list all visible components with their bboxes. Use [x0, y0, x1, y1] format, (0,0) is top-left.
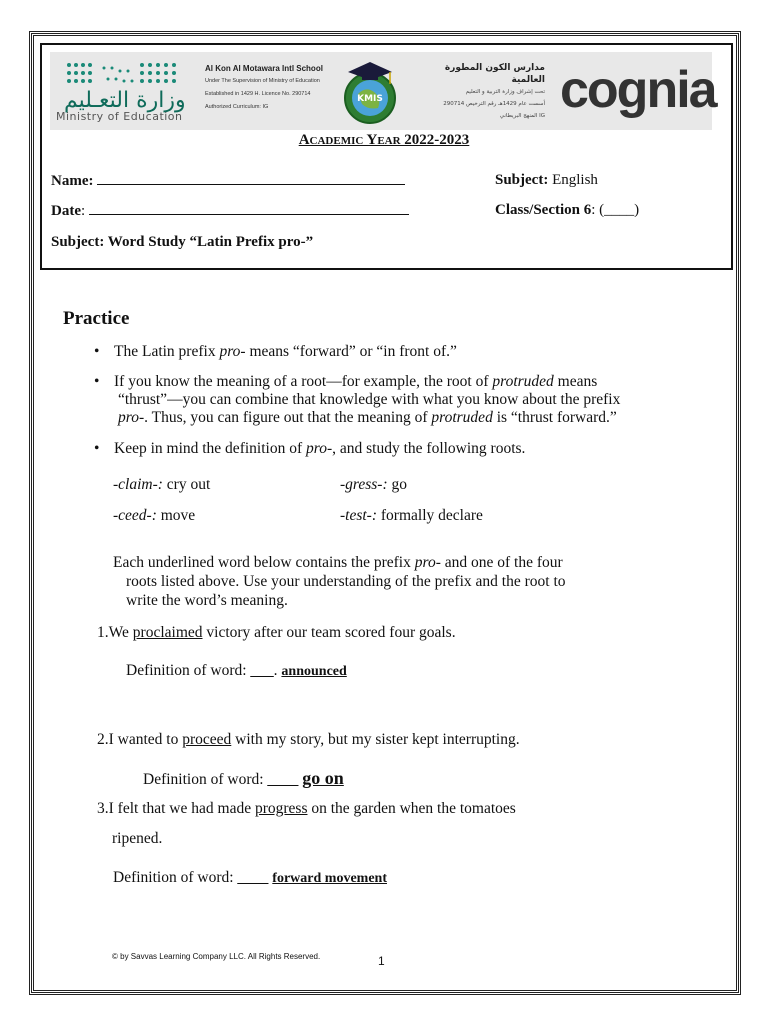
- root-term: -gress-:: [340, 476, 388, 493]
- root-term: -claim-:: [113, 476, 163, 493]
- ministry-name-english: Ministry of Education: [56, 110, 183, 123]
- italic-prefix: pro-: [414, 554, 441, 571]
- school-info-line: Under The Supervision of Ministry of Education: [205, 78, 320, 84]
- question-2: [97, 731, 520, 749]
- separator: .: [273, 662, 282, 679]
- text: Each underlined word below contains the prefix: [113, 554, 415, 571]
- page-number: 1: [378, 954, 385, 968]
- text: I wanted to: [108, 731, 183, 748]
- underlined-word: progress: [254, 800, 308, 817]
- question-1: [97, 624, 456, 642]
- root-meaning: cry out: [162, 476, 211, 493]
- underlined-word: proclaimed: [132, 624, 203, 641]
- ministry-logo-dots: [64, 60, 184, 86]
- italic-word: protruded: [492, 373, 554, 390]
- subject-value: English: [552, 172, 598, 188]
- root-claim: [113, 476, 210, 494]
- definition-3[interactable]: [113, 869, 387, 887]
- cognia-logo: cognia: [560, 61, 716, 119]
- subject-label: Subject:: [495, 172, 549, 188]
- school-name-english: Al Kon Al Motawara Intl School: [205, 64, 323, 73]
- root-term: -ceed-:: [113, 507, 157, 524]
- topic-line: Subject: Word Study “Latin Prefix pro-”: [51, 234, 314, 250]
- subject-field: [495, 172, 598, 189]
- text: is “thrust forward.”: [492, 409, 617, 426]
- root-meaning: move: [156, 507, 196, 524]
- text: victory after our team scored four goals.: [202, 624, 456, 641]
- school-name-arabic: مدارس الكون المطورة العالمية: [444, 63, 545, 85]
- instructions: [113, 553, 673, 610]
- school-info-line: Authorized Curriculum: IG: [205, 104, 269, 110]
- name-blank[interactable]: [97, 172, 405, 185]
- text: Keep in mind the definition of: [114, 440, 306, 457]
- text: I felt that we had made: [108, 800, 255, 817]
- question-number: 1.: [97, 624, 109, 641]
- class-field[interactable]: [495, 202, 639, 219]
- italic-word: protruded: [431, 409, 493, 426]
- answer-text[interactable]: go on: [302, 768, 344, 788]
- date-label: Date: [51, 203, 81, 219]
- date-blank[interactable]: [89, 202, 409, 215]
- root-meaning: go: [387, 476, 408, 493]
- name-label: Name:: [51, 173, 94, 189]
- text: with my story, but my sister kept interrupting.: [231, 731, 520, 748]
- italic-prefix: pro-: [306, 440, 333, 457]
- root-test: [340, 507, 483, 525]
- school-info-arabic: [410, 62, 545, 122]
- text: . Thus, you can figure out that the meaning of: [144, 409, 432, 426]
- text: write the word’s meaning.: [126, 592, 288, 609]
- crest-text: KMIS: [357, 94, 383, 104]
- question-3-cont: ripened.: [112, 830, 163, 847]
- class-value[interactable]: : (____): [591, 202, 640, 218]
- school-info-english: [205, 62, 323, 114]
- text: on the garden when the tomatoes: [307, 800, 516, 817]
- definition-label: Definition of word:: [126, 662, 251, 679]
- date-field[interactable]: Date:: [51, 202, 409, 220]
- school-info-line: Established in 1429 H. Licence No. 290714: [205, 91, 311, 97]
- answer-blank[interactable]: ____: [237, 869, 269, 886]
- answer-blank[interactable]: ___: [250, 662, 274, 679]
- root-ceed: [113, 507, 195, 525]
- school-banner: [50, 52, 716, 130]
- root-gress: [340, 476, 407, 494]
- school-info-line: المنهج البريطاني IG: [499, 113, 545, 119]
- definition-2[interactable]: [143, 768, 344, 789]
- definition-label: Definition of word:: [143, 771, 268, 788]
- name-field[interactable]: [51, 172, 405, 190]
- school-info-line: تحت إشراف وزارة التربية و التعليم: [465, 89, 545, 95]
- practice-heading: Practice: [63, 308, 130, 329]
- text: “thrust”—you can combine that knowledge with what you know about the prefix: [118, 391, 621, 408]
- answer-text[interactable]: announced: [281, 664, 347, 679]
- school-crest-logo: [338, 58, 402, 126]
- question-number: 2.: [97, 731, 109, 748]
- text: and one of the four: [440, 554, 563, 571]
- academic-year-title: Academic Year 2022-2023: [298, 132, 470, 148]
- school-info-line: أسست عام 1429هـ رقم الترخيص 290714: [443, 101, 545, 107]
- underlined-word: proceed: [182, 731, 232, 748]
- text: The Latin prefix: [114, 343, 220, 360]
- text: means “forward” or “in front of.”: [245, 343, 457, 360]
- answer-blank[interactable]: ____: [267, 771, 299, 788]
- text: , and study the following roots.: [332, 440, 526, 457]
- text: roots listed above. Use your understanding of the prefix and the root to: [126, 573, 566, 590]
- definition-label: Definition of word:: [113, 869, 238, 886]
- class-label: Class/Section 6: [495, 202, 592, 218]
- text: If you know the meaning of a root—for example, the root of: [114, 373, 493, 390]
- question-3: [97, 800, 516, 818]
- copyright-footer: © by Savvas Learning Company LLC. All Rights Reserved.: [112, 952, 321, 961]
- ministry-name-arabic: وزارة التعـليم: [64, 88, 186, 113]
- text: means: [553, 373, 598, 390]
- definition-1[interactable]: [126, 662, 347, 680]
- root-term: -test-:: [340, 507, 378, 524]
- answer-text[interactable]: forward movement: [272, 871, 387, 886]
- italic-prefix: pro-: [219, 343, 246, 360]
- text: We: [108, 624, 133, 641]
- root-meaning: formally declare: [377, 507, 483, 524]
- italic-prefix: pro-: [118, 409, 145, 426]
- question-number: 3.: [97, 800, 109, 817]
